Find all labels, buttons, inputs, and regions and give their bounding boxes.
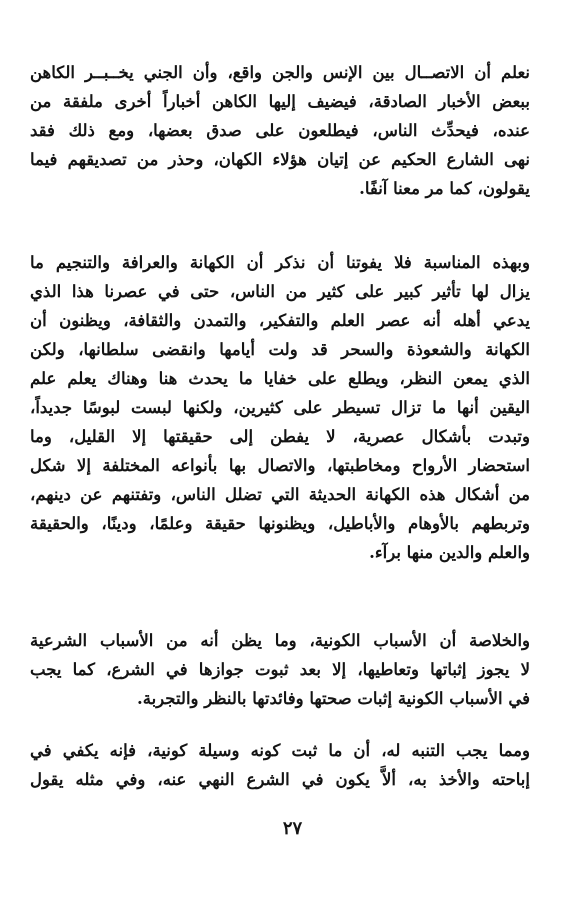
paragraph-4	[30, 736, 530, 794]
text-line: وبهذه المناسبة فلا يفوتنا أن نذكر أن الكهانة والعرافة والتنجيم ما	[30, 253, 530, 272]
text-line: يدعي أهله أنه عصر العلم والتفكير، والتمدن والثقافة، ويظنون أن	[30, 311, 530, 330]
text-line: إباحته والأخذ به، ألاَّ يكون في الشرع النهي عنه، وفي مثله يقول	[30, 770, 530, 789]
text-line: يقولون، كما مر معنا آنفًا.	[359, 179, 530, 198]
paragraph-2	[30, 248, 530, 567]
text-line: ببعض الأخبار الصادقة، فيضيف إليها الكاهن أخباراً أخرى ملفقة من	[30, 92, 530, 111]
text-line: عنده، فيحدِّث الناس، فيطلعون على صدق بعضها، ومع ذلك فقد	[30, 121, 530, 140]
page-number: ٢٧	[282, 818, 303, 839]
text-line: وتبدت بأشكال عصرية، لا يفطن إلى حقيقتها إلا القليل، وما	[30, 427, 530, 446]
text-line: في الأسباب الكونية إثبات صحتها وفائدتها بالنظر والتجربة.	[137, 689, 530, 708]
text-line: اليقين أنها ما تزال تسيطر على كثيرين، ولكنها لبست لبوسًا جديداً،	[30, 398, 530, 417]
text-line: نهى الشارع الحكيم عن إتيان هؤلاء الكهان، وحذر من تصديقهم فيما	[30, 150, 530, 169]
text-line: ومما يجب التنبه له، أن ما ثبت كونه وسيلة كونية، فإنه يكفي في	[30, 741, 530, 760]
text-line: الذي يمعن النظر، ويطلع على خفايا ما يحدث هنا وهناك يعلم علم	[30, 369, 530, 388]
paragraph-3	[30, 626, 530, 713]
text-line: والعلم والدين منها برآء.	[369, 543, 530, 562]
text-line: يزال لها تأثير كبير على كثير من الناس، حتى في عصرنا هذا الذي	[30, 282, 530, 301]
paragraph-1	[30, 58, 530, 203]
text-line: من أشكال هذه الكهانة الحديثة التي تضلل الناس، وتفتنهم عن دينهم،	[30, 485, 530, 504]
text-line: والخلاصة أن الأسباب الكونية، وما يظن أنه من الأسباب الشرعية	[30, 631, 530, 650]
text-line: نعلم أن الاتصــال بين الإنس والجن واقع، وأن الجني يخــبــر الكاهن	[30, 63, 530, 82]
text-line: الكهانة والشعوذة والسحر قد ولت أيامها وانقضى سلطانها، ولكن	[30, 340, 530, 359]
text-line: وتربطهم بالأوهام والأباطيل، ويظنونها حقيقة وعلمًا، ودينًا، والحقيقة	[30, 514, 530, 533]
text-line: لا يجوز إثباتها وتعاطيها، إلا بعد ثبوت جوازها في الشرع، كما يجب	[30, 660, 530, 679]
text-line: استحضار الأرواح ومخاطبتها، والاتصال بها بأنواعه المختلفة إلا شكل	[30, 456, 530, 475]
